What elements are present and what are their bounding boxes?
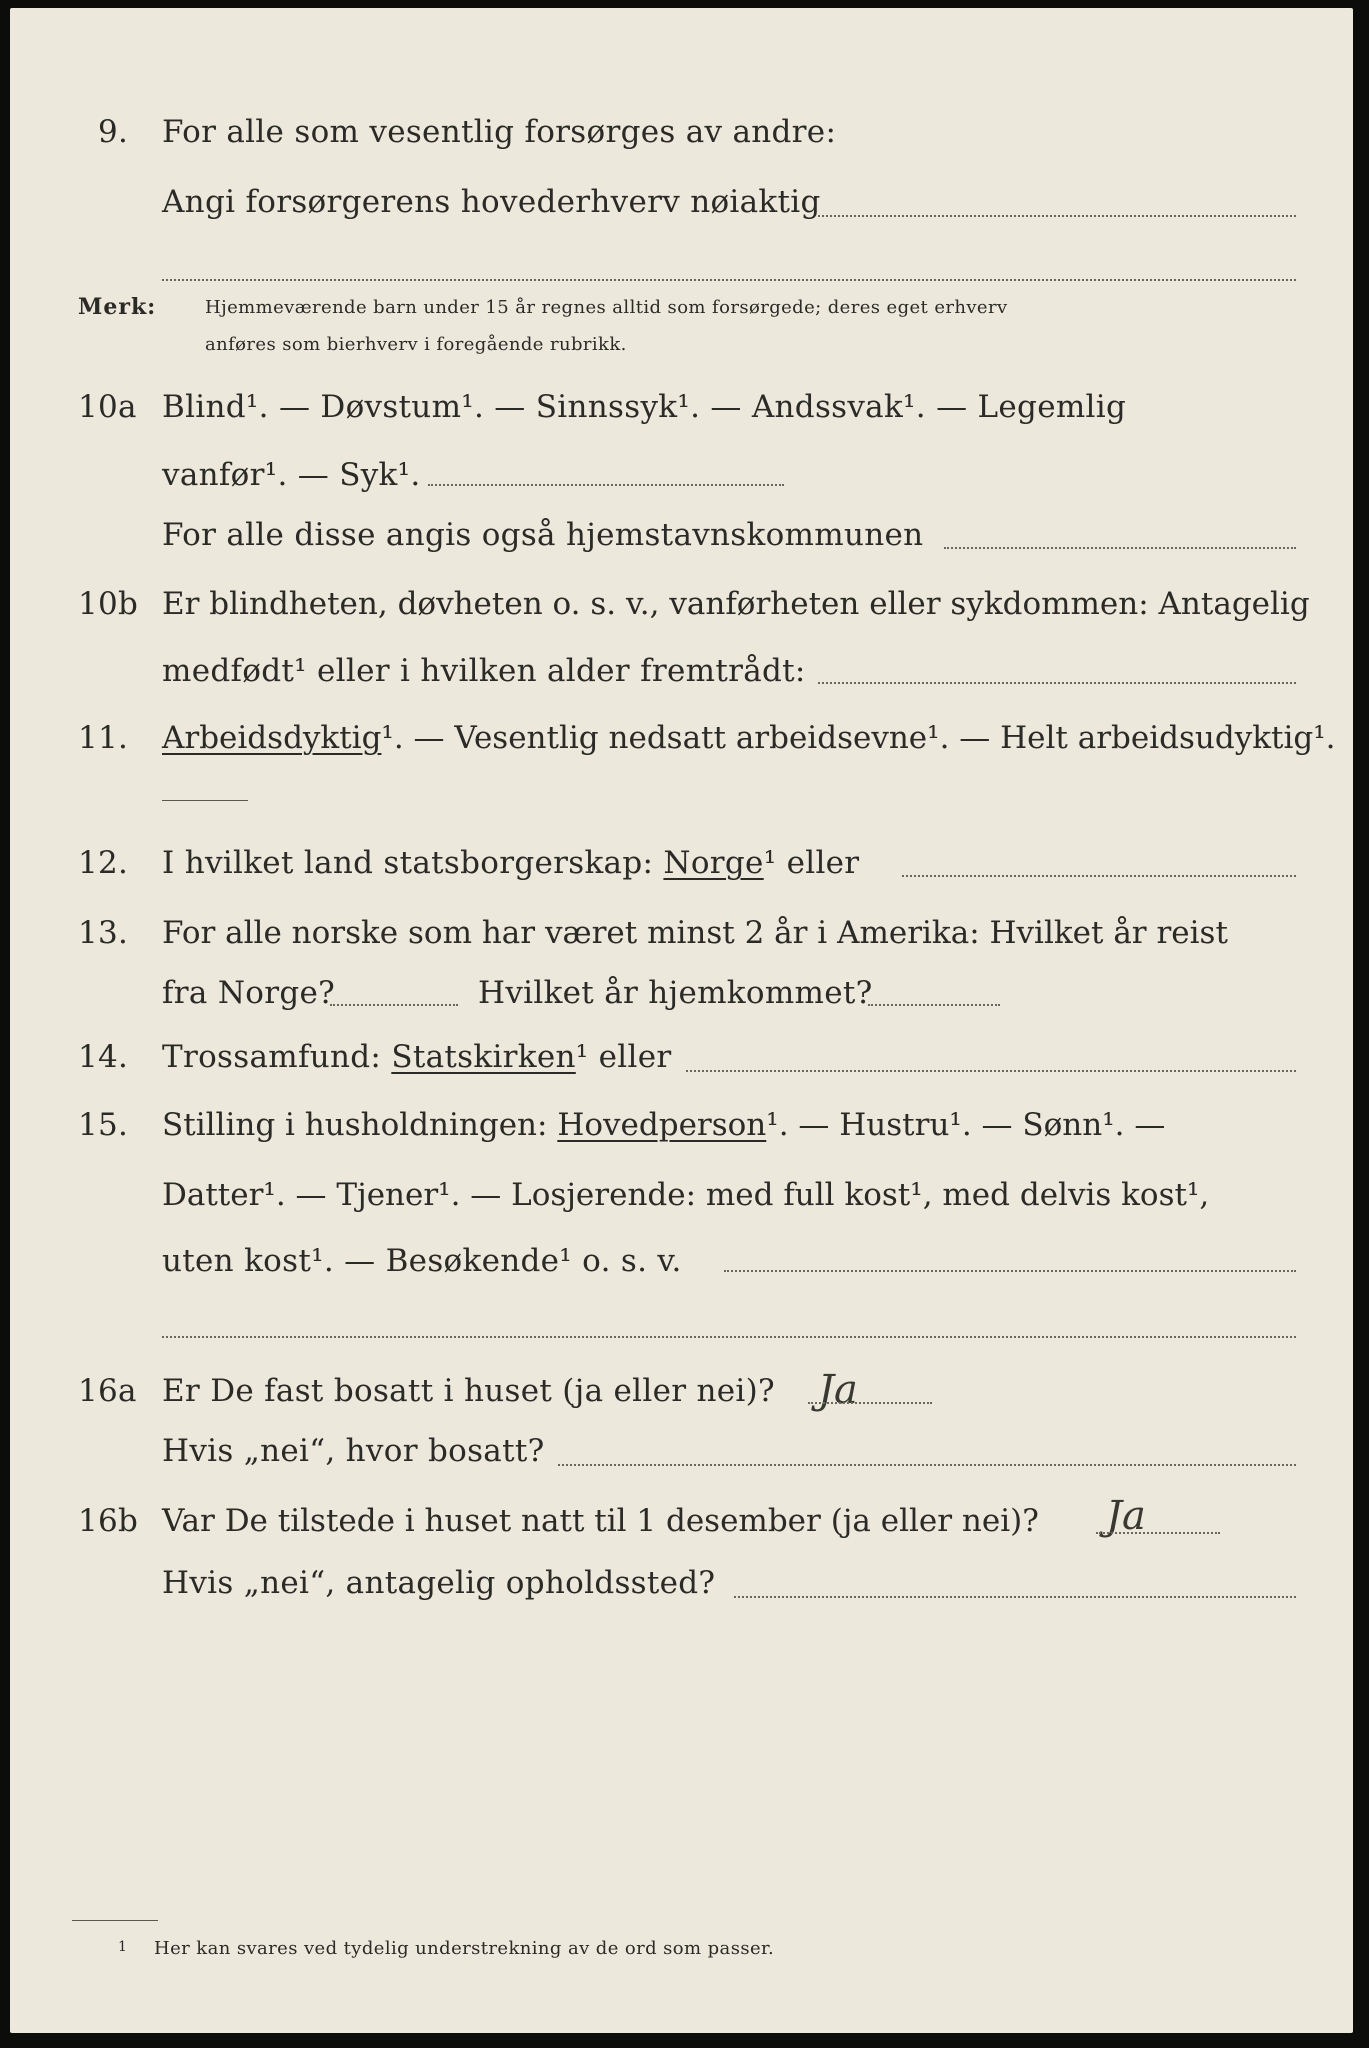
q14-answer-line [686, 1070, 1296, 1072]
q16a-line2: Hvis „nei“, hvor bosatt? [162, 1433, 545, 1469]
q12-answer [162, 845, 860, 881]
footnote-text: Her kan svares ved tydelig understrekning av de ord som passer. [154, 1938, 775, 1959]
q10a-line3: For alle disse angis også hjemstavnskommunen [162, 517, 924, 553]
q16b-handwritten-answer: Ja [1106, 1493, 1146, 1539]
q13-year-left-line [330, 1004, 458, 1006]
q12-underlined-option: Norge [663, 845, 764, 881]
q13-line1: For alle norske som har været minst 2 år i Amerika: Hvilket år reist [162, 915, 1228, 951]
q11-rest: ¹. — Vesentlig nedsatt arbeidsevne¹. — Helt arbeidsudyktig¹. [381, 720, 1336, 756]
q12-suffix: ¹ eller [763, 845, 860, 881]
q16a-line1: Er De fast bosatt i huset (ja eller nei)? [162, 1373, 775, 1409]
q13-line2a: fra Norge? [162, 975, 336, 1011]
q15-underlined-option: Hovedperson [557, 1107, 767, 1143]
q10a-answer-line [428, 484, 784, 486]
merk-label: Merk: [78, 294, 157, 320]
q14-number: 14. [78, 1039, 129, 1075]
q15-answer-line-2 [162, 1336, 1296, 1338]
q14-underlined-option: Statskirken [391, 1039, 576, 1075]
q12-number: 12. [78, 845, 129, 881]
q15-line3: uten kost¹. — Besøkende¹ o. s. v. [162, 1243, 682, 1279]
q9-number: 9. [98, 114, 129, 150]
q11-short-line [162, 800, 248, 801]
q9-answer-line-2 [162, 279, 1296, 281]
q16b-number: 16b [78, 1503, 139, 1539]
q15-suffix: ¹. — Hustru¹. — Sønn¹. — [766, 1107, 1166, 1143]
q14-prefix: Trossamfund: [162, 1039, 382, 1075]
q16b-whereabouts-line [734, 1596, 1296, 1598]
merk-line2: anføres som bierhverv i foregående rubrikk. [205, 334, 627, 355]
q9-answer-line [818, 215, 1296, 217]
q12-answer-line [902, 875, 1296, 877]
q16a-residence-line [558, 1464, 1296, 1466]
q16a-number: 16a [78, 1373, 137, 1409]
q14-answer [162, 1039, 672, 1075]
q15-line2: Datter¹. — Tjener¹. — Losjerende: med full kost¹, med delvis kost¹, [162, 1177, 1210, 1213]
q13-number: 13. [78, 915, 129, 951]
q16b-line2: Hvis „nei“, antagelig opholdssted? [162, 1565, 716, 1601]
q12-prefix: I hvilket land statsborgerskap: [162, 845, 654, 881]
footnote-separator [72, 1920, 158, 1921]
q16a-answer-line [808, 1402, 932, 1404]
q10b-line2: medfødt¹ eller i hvilken alder fremtrådt: [162, 653, 806, 689]
q11-underlined-option: Arbeidsdyktig [162, 720, 382, 756]
q10b-answer-line [818, 682, 1296, 684]
q10a-number: 10a [78, 389, 137, 425]
q11-answer [162, 720, 1336, 756]
q15-answer-line [724, 1270, 1296, 1272]
merk-line1: Hjemmeværende barn under 15 år regnes alltid som forsørgede; deres eget erhverv [205, 297, 1008, 318]
q9-line2: Angi forsørgerens hovederhverv nøiaktig [162, 184, 821, 220]
q13-year-returned-line [868, 1004, 1000, 1006]
q10b-line1: Er blindheten, døvheten o. s. v., vanførheten eller sykdommen: Antagelig [162, 586, 1310, 622]
q16b-line1: Var De tilstede i huset natt til 1 desember (ja eller nei)? [162, 1503, 1039, 1539]
footnote-mark: 1 [118, 1939, 127, 1955]
q15-line1 [162, 1107, 1166, 1143]
q15-number: 15. [78, 1107, 129, 1143]
q16b-answer-line [1096, 1532, 1220, 1534]
q15-prefix: Stilling i husholdningen: [162, 1107, 548, 1143]
q13-line2b: Hvilket år hjemkommet? [478, 975, 873, 1011]
q10a-line2: vanfør¹. — Syk¹. [162, 457, 421, 493]
q10a-line1: Blind¹. — Døvstum¹. — Sinnssyk¹. — Andssvak¹. — Legemlig [162, 389, 1127, 425]
q10b-number: 10b [78, 586, 139, 622]
q16a-handwritten-answer: Ja [818, 1367, 858, 1413]
q11-number: 11. [78, 720, 129, 756]
q14-suffix: ¹ eller [575, 1039, 672, 1075]
q9-line1: For alle som vesentlig forsørges av andre: [162, 114, 837, 150]
q10a-answer-line-2 [944, 547, 1296, 549]
